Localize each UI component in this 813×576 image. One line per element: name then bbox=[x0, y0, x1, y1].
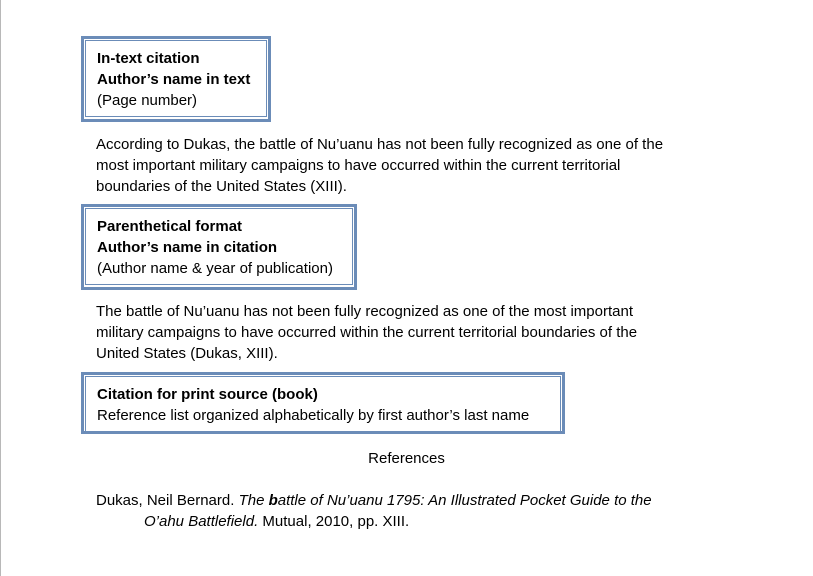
parenthetical-callout-note: (Author name & year of publication) bbox=[97, 260, 333, 277]
reference-entry-line-2 bbox=[96, 511, 652, 532]
intext-example-line-2: most important military campaigns to have occurred within the current territorial bbox=[96, 157, 621, 174]
reference-author: Dukas, Neil Bernard. bbox=[96, 492, 239, 509]
intext-example-line-3: boundaries of the United States (XIII). bbox=[96, 178, 347, 195]
references-heading: References bbox=[368, 450, 445, 467]
page-left-edge bbox=[0, 0, 1, 576]
parenthetical-callout-title: Parenthetical format bbox=[97, 218, 243, 235]
intext-callout-subtitle: Author’s name in text bbox=[97, 71, 251, 88]
reference-title-end: O’ahu Battlefield. bbox=[144, 513, 259, 530]
print-source-callout bbox=[81, 372, 565, 434]
reference-title-bold-letter: b bbox=[268, 492, 278, 509]
intext-callout-title: In-text citation bbox=[97, 50, 200, 67]
intext-citation-callout bbox=[81, 36, 271, 122]
print-source-callout-title: Citation for print source (book) bbox=[97, 386, 318, 403]
parenthetical-format-callout bbox=[81, 204, 357, 290]
parenthetical-example-line-1: The battle of Nu’uanu has not been fully recognized as one of the most important bbox=[96, 303, 633, 320]
reference-publisher-info: Mutual, 2010, pp. XIII. bbox=[258, 513, 410, 530]
reference-entry bbox=[96, 490, 652, 532]
reference-title-continued: attle of Nu’uanu 1795: An Illustrated Pocket Guide to the bbox=[277, 492, 652, 509]
parenthetical-example-line-3: United States (Dukas, XIII). bbox=[96, 345, 278, 362]
reference-title-start: The bbox=[238, 492, 269, 509]
parenthetical-example-line-2: military campaigns to have occurred within the current territorial boundaries of the bbox=[96, 324, 638, 341]
intext-example-paragraph bbox=[96, 134, 663, 197]
intext-callout-note: (Page number) bbox=[97, 92, 198, 109]
intext-example-line-1: According to Dukas, the battle of Nu’uanu has not been fully recognized as one of the bbox=[96, 136, 664, 153]
parenthetical-example-paragraph bbox=[96, 301, 637, 364]
reference-entry-line-1 bbox=[96, 490, 652, 511]
print-source-callout-note: Reference list organized alphabetically by first author’s last name bbox=[97, 407, 530, 424]
parenthetical-callout-subtitle: Author’s name in citation bbox=[97, 239, 278, 256]
